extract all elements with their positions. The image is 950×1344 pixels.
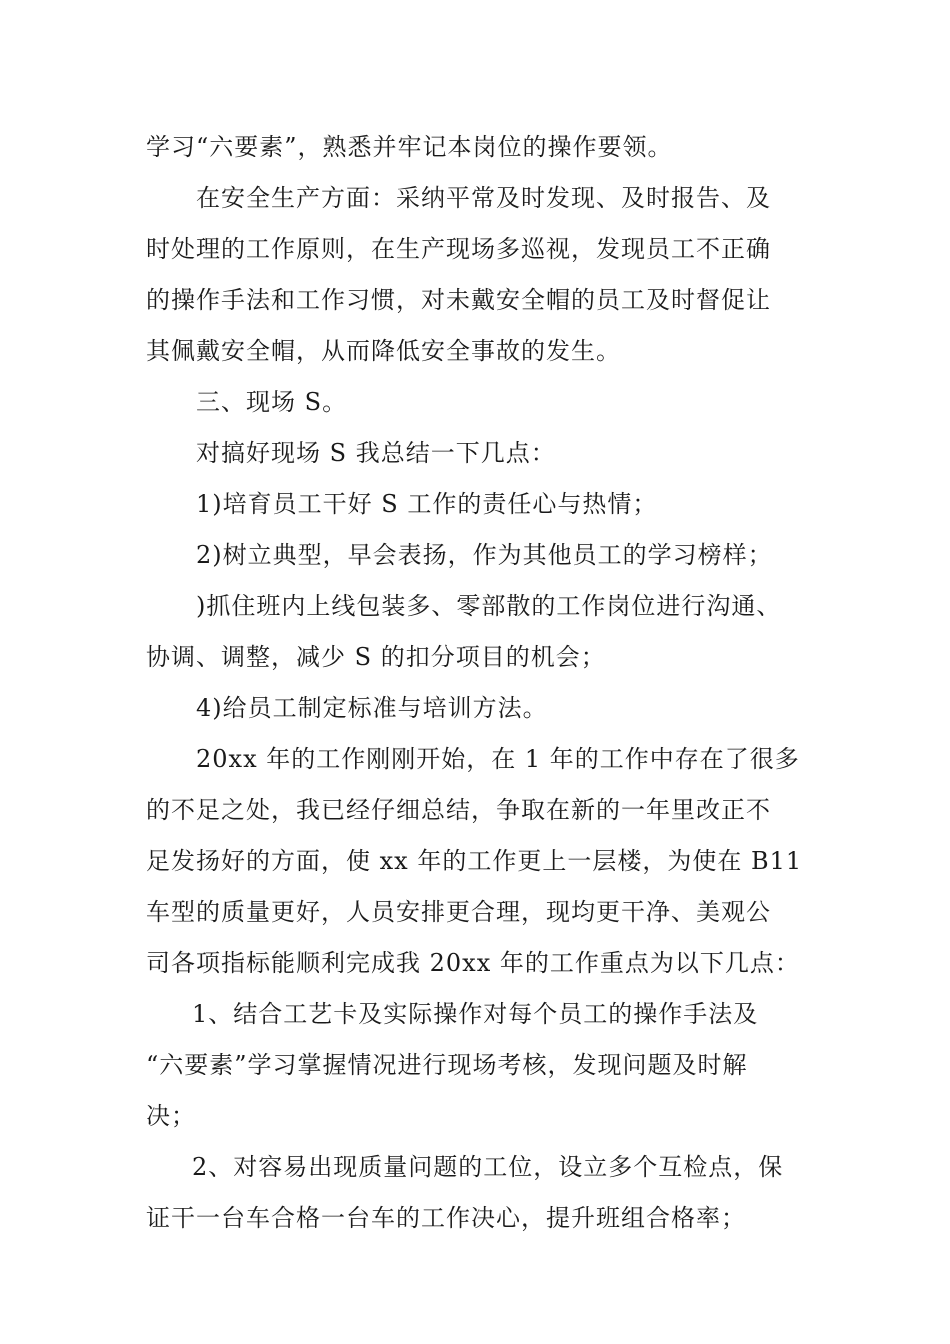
- text-line: 的不足之处，我已经仔细总结，争取在新的一年里改正不: [146, 796, 771, 824]
- text-line: “六要素”学习掌握情况进行现场考核，发现问题及时解: [146, 1051, 748, 1079]
- list-item: )抓住班内上线包装多、零部散的工作岗位进行沟通、: [196, 592, 782, 620]
- text-line: 司各项指标能顺利完成我 20xx 年的工作重点为以下几点：: [146, 949, 800, 977]
- text-line: 时处理的工作原则，在生产现场多巡视，发现员工不正确: [146, 235, 771, 263]
- section-heading: 三、现场 S。: [196, 388, 348, 416]
- text-line: 车型的质量更好，人员安排更合理，现均更干净、美观公: [146, 898, 771, 926]
- text-line: 足发扬好的方面，使 xx 年的工作更上一层楼，为使在 B11: [146, 847, 803, 875]
- text-line: 在安全生产方面：采纳平常及时发现、及时报告、及: [196, 184, 771, 212]
- list-item: 2)树立典型，早会表扬，作为其他员工的学习榜样；: [196, 541, 773, 569]
- text-line: 对搞好现场 S 我总结一下几点：: [196, 439, 556, 467]
- list-item: 4)给员工制定标准与培训方法。: [196, 694, 548, 722]
- text-line: 证干一台车合格一台车的工作决心，提升班组合格率；: [146, 1204, 746, 1232]
- text-line: 其佩戴安全帽，从而降低安全事故的发生。: [146, 337, 621, 365]
- text-line: 学习“六要素”，熟悉并牢记本岗位的操作要领。: [146, 133, 673, 161]
- text-line: 20xx 年的工作刚刚开始，在 1 年的工作中存在了很多: [196, 745, 800, 773]
- list-item: 2、对容易出现质量问题的工位，设立多个互检点，保: [192, 1153, 784, 1181]
- document-body: [146, 122, 806, 1244]
- text-line: 决；: [146, 1102, 196, 1130]
- list-item: 1)培育员工干好 S 工作的责任心与热情；: [196, 490, 658, 518]
- list-item: 1、结合工艺卡及实际操作对每个员工的操作手法及: [192, 1000, 759, 1028]
- text-line: 的操作手法和工作习惯，对未戴安全帽的员工及时督促让: [146, 286, 771, 314]
- text-line: 协调、调整，减少 S 的扣分项目的机会；: [146, 643, 606, 671]
